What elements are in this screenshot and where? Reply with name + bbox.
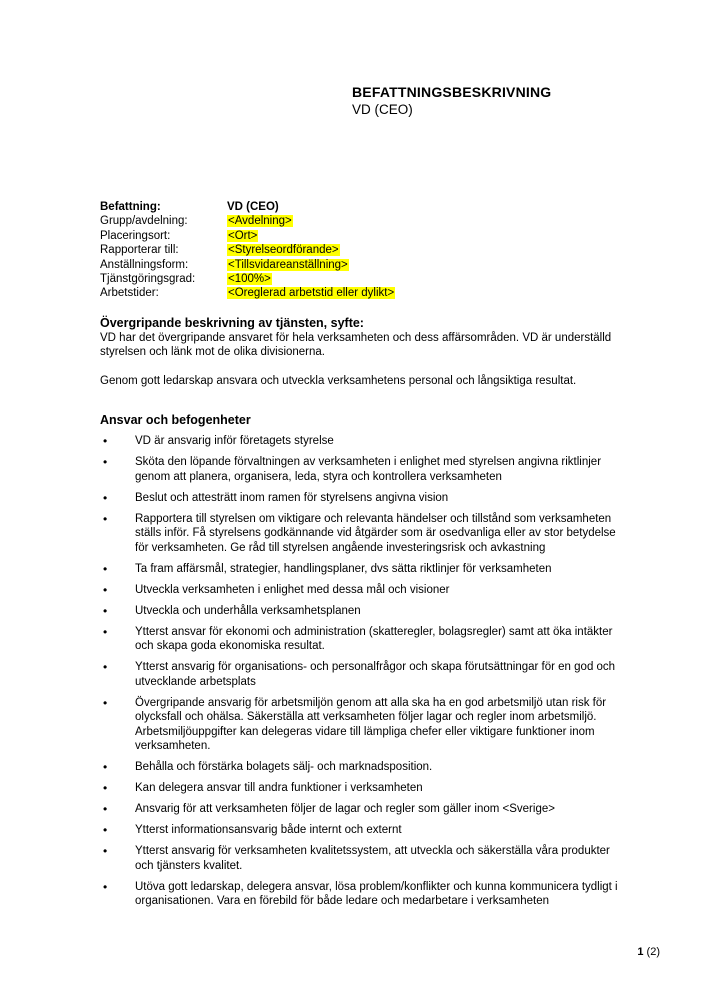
info-field-label: Befattning:	[100, 201, 161, 213]
responsibility-bullet: • Ytterst ansvar för ekonomi och administration (skatteregler, bolagsregler) samt att öka intäkter och skapa goda ekonomiska resultat.	[100, 625, 623, 654]
info-field-value-text: <100%>	[228, 273, 271, 286]
responsibility-bullet: • Utveckla verksamheten i enlighet med dessa mål och visioner	[100, 583, 623, 598]
info-table-row	[100, 229, 623, 243]
document-body	[100, 200, 623, 909]
position-info-table	[100, 200, 623, 301]
info-field-value-text: <Tillsvidareanställning>	[228, 258, 348, 271]
info-table-row	[100, 286, 623, 300]
info-field-value-text: <Ort>	[228, 229, 258, 242]
info-field-label: Anställningsform:	[100, 258, 189, 271]
info-table-row	[100, 258, 623, 272]
responsibility-bullet: • Kan delegera ansvar till andra funktioner i verksamheten	[100, 781, 623, 796]
responsibility-bullet: • Utöva gott ledarskap, delegera ansvar, lösa problem/konflikter och kunna kommunicera tydligt i organisationen. Vara en förebild för både ledare och medarbetare i verksamheten	[100, 880, 623, 909]
overview-section-heading: Övergripande beskrivning av tjänsten, syfte:	[100, 315, 364, 330]
info-field-value	[227, 214, 623, 228]
document-subtitle: VD (CEO)	[352, 102, 413, 117]
responsibilities-bullet-list	[100, 434, 623, 909]
responsibility-bullet: • Beslut och attesträtt inom ramen för styrelsens angivna vision	[100, 491, 623, 506]
responsibility-bullet: • Ytterst ansvarig för verksamheten kvalitetssystem, att utveckla och säkerställa våra produkter och tjänsters kvalitet.	[100, 844, 623, 873]
responsibility-bullet: • Rapportera till styrelsen om viktigare och relevanta händelser och tillstånd som verksamheten ställs inför. Få styrelsens godkännande vid åtgärder som är osedvanliga eller av stor betydelse för verksamheten. Ge råd till styrelsen angående investeringsrisk och avkastning	[100, 512, 623, 556]
responsibility-bullet: • VD är ansvarig inför företagets styrelse	[100, 434, 623, 449]
info-table-row	[100, 200, 623, 214]
document-title: BEFATTNINGSBESKRIVNING	[352, 84, 552, 100]
page-number-total: (2)	[646, 946, 660, 958]
info-field-label: Rapporterar till:	[100, 244, 179, 257]
info-field-value-text: <Styrelseordförande>	[228, 244, 339, 257]
overview-paragraphs	[100, 331, 623, 389]
info-field-label: Placeringsort:	[100, 229, 171, 242]
overview-paragraph: VD har det övergripande ansvaret för hela verksamheten och dess affärsområden. VD är underställd styrelsen och länk mot de olika divisionerna.	[100, 331, 612, 359]
responsibility-bullet: • Ta fram affärsmål, strategier, handlingsplaner, dvs sätta riktlinjer för verksamheten	[100, 562, 623, 577]
info-field-value	[227, 272, 623, 286]
info-table-row	[100, 272, 623, 286]
info-field-label: Grupp/avdelning:	[100, 215, 188, 228]
info-field-value	[227, 258, 623, 272]
responsibility-bullet: • Behålla och förstärka bolagets sälj- och marknadsposition.	[100, 760, 623, 775]
responsibility-bullet: • Sköta den löpande förvaltningen av verksamheten i enlighet med styrelsen angivna riktlinjer genom att planera, organisera, leda, styra och kontrollera verksamheten	[100, 455, 623, 484]
info-table-row	[100, 214, 623, 228]
page-number-current: 1	[637, 946, 644, 958]
responsibility-bullet: • Utveckla och underhålla verksamhetsplanen	[100, 604, 623, 619]
responsibility-bullet: • Ansvarig för att verksamheten följer de lagar och regler som gäller inom <Sverige>	[100, 802, 623, 817]
info-field-value	[227, 229, 623, 243]
document-header	[352, 83, 551, 119]
page-number-footer	[637, 946, 660, 959]
responsibility-bullet: • Övergripande ansvarig för arbetsmiljön genom att alla ska ha en god arbetsmiljö utan risk för olycksfall och ohälsa. Säkerställa att verksamheten följer lagar och regler inom arbetsmiljö. Arbetsmiljöuppgifter kan delegeras vidare till lämpliga chefer eller viktigare funktioner inom verksamheten.	[100, 696, 623, 754]
info-field-value-text: <Avdelning>	[228, 215, 292, 228]
info-table-row	[100, 243, 623, 257]
info-field-value-text: <Oreglerad arbetstid eller dylikt>	[228, 287, 395, 300]
info-field-value-text: VD (CEO)	[227, 201, 279, 213]
responsibility-bullet: • Ytterst ansvarig för organisations- och personalfrågor och skapa förutsättningar för en god och utvecklande arbetsplats	[100, 660, 623, 689]
responsibility-bullet: • Ytterst informationsansvarig både internt och externt	[100, 823, 623, 838]
info-field-label: Tjänstgöringsgrad:	[100, 273, 196, 286]
info-field-label: Arbetstider:	[100, 287, 159, 300]
responsibilities-section-heading: Ansvar och befogenheter	[100, 412, 251, 427]
info-field-value	[227, 286, 623, 300]
info-field-value	[227, 200, 623, 214]
info-field-value	[227, 243, 623, 257]
overview-paragraph: Genom gott ledarskap ansvara och utveckla verksamhetens personal och långsiktiga resultat.	[100, 375, 577, 388]
